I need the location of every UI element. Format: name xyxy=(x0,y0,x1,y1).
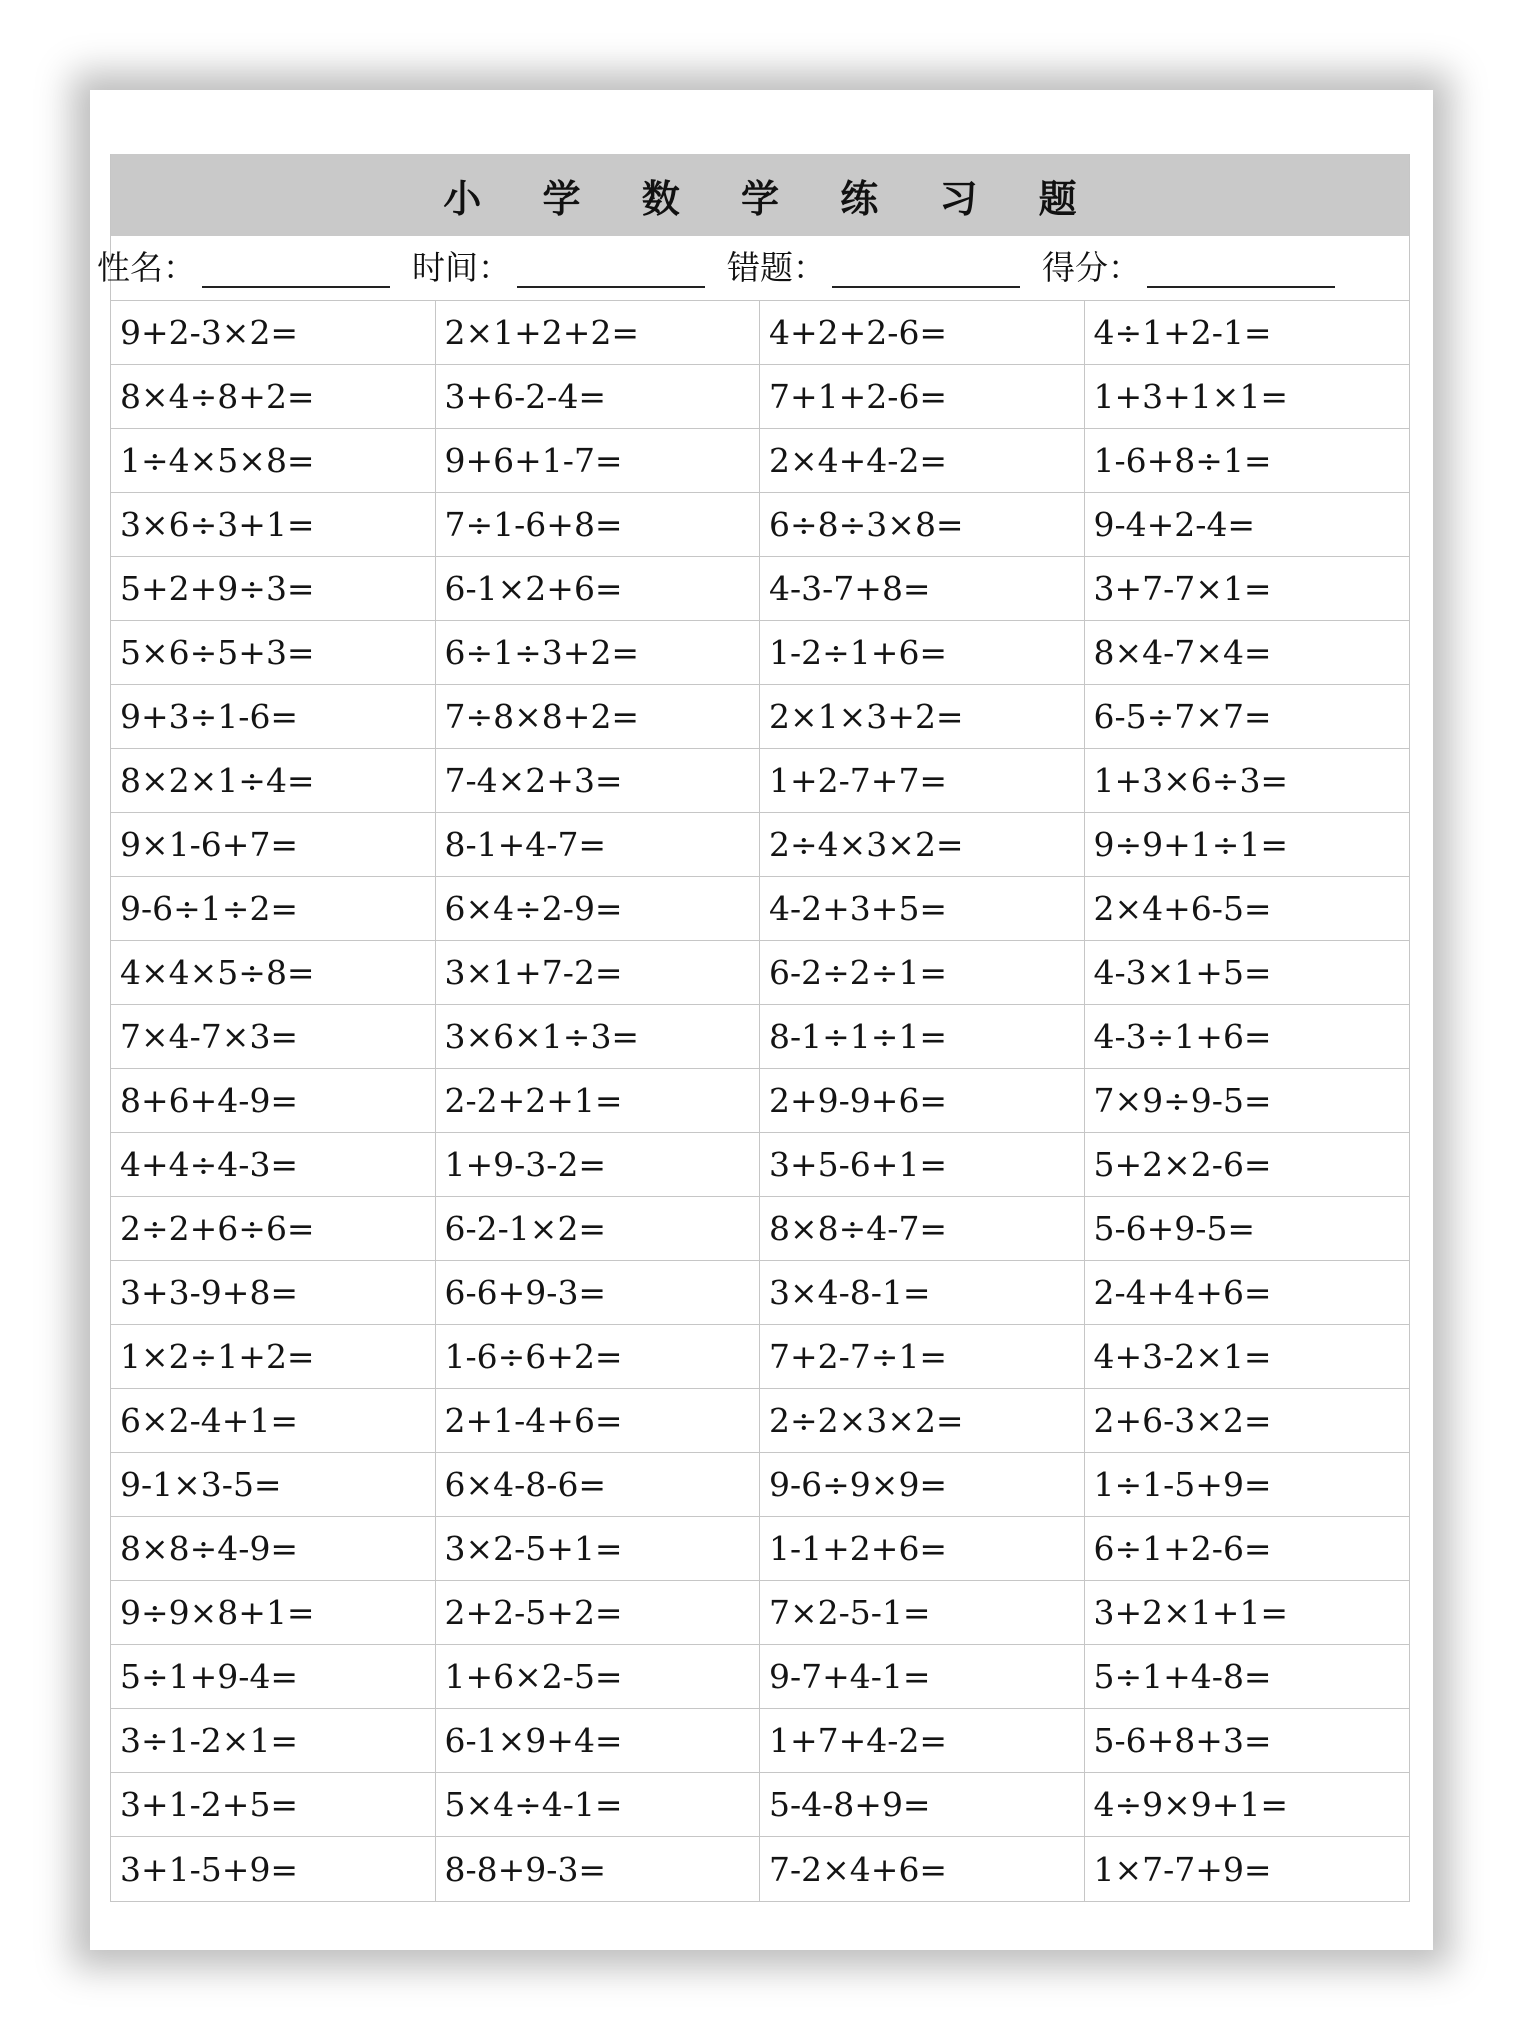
problem-cell: 8+6+4-9= xyxy=(111,1069,436,1133)
problem-cell: 3×2-5+1= xyxy=(436,1517,761,1581)
problem-cell: 8-1+4-7= xyxy=(436,813,761,877)
problem-cell: 4-2+3+5= xyxy=(760,877,1085,941)
problem-cell: 1×7-7+9= xyxy=(1093,1849,1272,1889)
info-label-wrong: 错题： xyxy=(727,248,826,287)
problem-cell: 2×1×3+2= xyxy=(760,685,1085,749)
problem-cell: 9+2-3×2= xyxy=(111,301,436,365)
problem-cell: 9÷9+1÷1= xyxy=(1085,813,1410,877)
problem-cell: 4-3÷1+6= xyxy=(1085,1005,1410,1069)
problem-cell: 4+2+2-6= xyxy=(760,301,1085,365)
problem-cell: 3×6×1÷3= xyxy=(436,1005,761,1069)
problem-cell: 6×4-8-6= xyxy=(436,1453,761,1517)
problem-cell: 7×9÷9-5= xyxy=(1085,1069,1410,1133)
info-label-score: 得分： xyxy=(1042,248,1141,287)
problem-cell: 1+6×2-5= xyxy=(436,1645,761,1709)
worksheet-title: 小 学 数 学 练 习 题 xyxy=(443,176,1101,221)
problem-cell: 1+2-7+7= xyxy=(760,749,1085,813)
problem-cell: 1+9-3-2= xyxy=(436,1133,761,1197)
problem-cell: 3×1+7-2= xyxy=(436,941,761,1005)
info-label-name: 性名： xyxy=(97,248,196,287)
problem-cell: 7×4-7×3= xyxy=(111,1005,436,1069)
problem-cell: 7÷1-6+8= xyxy=(436,493,761,557)
problem-cell: 3+1-2+5= xyxy=(111,1773,436,1837)
problem-cell: 3+2×1+1= xyxy=(1085,1581,1410,1645)
problem-cell: 9-1×3-5= xyxy=(111,1453,436,1517)
problem-cell: 2×4+4-2= xyxy=(760,429,1085,493)
problem-cell: 7-4×2+3= xyxy=(436,749,761,813)
problem-cell: 1÷4×5×8= xyxy=(111,429,436,493)
problem-cell: 5÷1+9-4= xyxy=(111,1645,436,1709)
problem-cell: 1-6÷6+2= xyxy=(436,1325,761,1389)
problem-cell: 4-3-7+8= xyxy=(760,557,1085,621)
problem-cell: 3×4-8-1= xyxy=(760,1261,1085,1325)
problem-cell: 4+4÷4-3= xyxy=(111,1133,436,1197)
problem-cell: 1-6+8÷1= xyxy=(1085,429,1410,493)
problem-cell: 6-5÷7×7= xyxy=(1085,685,1410,749)
problem-cell: 7×2-5-1= xyxy=(760,1581,1085,1645)
info-field-time xyxy=(412,248,705,288)
problem-cell: 7+1+2-6= xyxy=(760,365,1085,429)
problem-cell: 1-1+2+6= xyxy=(760,1517,1085,1581)
problem-cell: 5×4÷4-1= xyxy=(436,1773,761,1837)
problem-cell: 2÷2×3×2= xyxy=(760,1389,1085,1453)
problem-cell: 4÷9×9+1= xyxy=(1085,1773,1410,1837)
problem-cell: 3+6-2-4= xyxy=(436,365,761,429)
info-field-score xyxy=(1042,248,1335,288)
problem-cell: 1÷1-5+9= xyxy=(1085,1453,1410,1517)
problem-cell: 1+3+1×1= xyxy=(1085,365,1410,429)
problem-cell: 9×1-6+7= xyxy=(111,813,436,877)
info-blank-score[interactable] xyxy=(1147,256,1335,288)
problem-cell: 8×8÷4-7= xyxy=(760,1197,1085,1261)
problem-cell: 9-6÷1÷2= xyxy=(111,877,436,941)
problem-cell: 6÷1+2-6= xyxy=(1085,1517,1410,1581)
problem-cell: 2-2+2+1= xyxy=(436,1069,761,1133)
problem-cell: 1+7+4-2= xyxy=(760,1709,1085,1773)
problem-cell: 2÷4×3×2= xyxy=(760,813,1085,877)
problem-cell: 3×6÷3+1= xyxy=(111,493,436,557)
problem-cell: 2÷2+6÷6= xyxy=(111,1197,436,1261)
problem-cell: 8×2×1÷4= xyxy=(111,749,436,813)
problem-cell: 5-4-8+9= xyxy=(760,1773,1085,1837)
problem-cell: 1-2÷1+6= xyxy=(760,621,1085,685)
info-blank-time[interactable] xyxy=(517,256,705,288)
problem-cell: 3+1-5+9= xyxy=(111,1837,436,1901)
problem-cell: 2+2-5+2= xyxy=(436,1581,761,1645)
problem-cell: 6-2-1×2= xyxy=(436,1197,761,1261)
problem-cell: 4÷1+2-1= xyxy=(1085,301,1410,365)
problem-cell: 9-7+4-1= xyxy=(760,1645,1085,1709)
problem-cell: 2+1-4+6= xyxy=(436,1389,761,1453)
problem-cell: 2×1+2+2= xyxy=(436,301,761,365)
info-field-wrong xyxy=(727,248,1020,288)
problem-cell: 5+2×2-6= xyxy=(1085,1133,1410,1197)
problem-grid xyxy=(111,301,1409,1901)
problem-cell: 8×4÷8+2= xyxy=(111,365,436,429)
problem-cell: 9-4+2-4= xyxy=(1085,493,1410,557)
title-bar xyxy=(111,154,1409,236)
problem-cell: 7+2-7÷1= xyxy=(760,1325,1085,1389)
problem-cell: 6-6+9-3= xyxy=(436,1261,761,1325)
problem-cell: 1×2÷1+2= xyxy=(111,1325,436,1389)
info-blank-wrong[interactable] xyxy=(832,256,1020,288)
problem-cell: 8×8÷4-9= xyxy=(111,1517,436,1581)
problem-cell: 4-3×1+5= xyxy=(1085,941,1410,1005)
problem-cell: 6-1×9+4= xyxy=(436,1709,761,1773)
problem-cell: 6×2-4+1= xyxy=(111,1389,436,1453)
worksheet-paper xyxy=(90,90,1433,1950)
problem-cell: 1+3×6÷3= xyxy=(1085,749,1410,813)
problem-cell: 5×6÷5+3= xyxy=(111,621,436,685)
problem-cell: 6-2÷2÷1= xyxy=(760,941,1085,1005)
problem-cell: 3+7-7×1= xyxy=(1085,557,1410,621)
problem-cell: 9÷9×8+1= xyxy=(111,1581,436,1645)
problem-cell: 2-4+4+6= xyxy=(1085,1261,1410,1325)
problem-cell: 9-6÷9×9= xyxy=(760,1453,1085,1517)
problem-cell: 8-8+9-3= xyxy=(436,1837,761,1901)
problem-cell: 5÷1+4-8= xyxy=(1085,1645,1410,1709)
problem-cell: 6×4÷2-9= xyxy=(436,877,761,941)
problem-cell: 2×4+6-5= xyxy=(1085,877,1410,941)
problem-cell: 8-1÷1÷1= xyxy=(760,1005,1085,1069)
problem-cell: 4+3-2×1= xyxy=(1085,1325,1410,1389)
info-blank-name[interactable] xyxy=(202,256,390,288)
problem-cell: 5-6+8+3= xyxy=(1085,1709,1410,1773)
problem-cell: 5+2+9÷3= xyxy=(111,557,436,621)
problem-cell: 8×4-7×4= xyxy=(1085,621,1410,685)
problem-cell: 3+3-9+8= xyxy=(111,1261,436,1325)
problem-cell: 9+3÷1-6= xyxy=(111,685,436,749)
problem-cell: 6-1×2+6= xyxy=(436,557,761,621)
student-info-row xyxy=(97,236,1409,301)
problem-cell: 5-6+9-5= xyxy=(1085,1197,1410,1261)
worksheet-table xyxy=(97,154,1410,1902)
problem-cell: 6÷1÷3+2= xyxy=(436,621,761,685)
info-field-name xyxy=(97,248,390,288)
problem-cell: 7÷8×8+2= xyxy=(436,685,761,749)
problem-cell: 9+6+1-7= xyxy=(436,429,761,493)
problem-cell: 3+5-6+1= xyxy=(760,1133,1085,1197)
problem-cell: 2+9-9+6= xyxy=(760,1069,1085,1133)
problem-cell: 3÷1-2×1= xyxy=(111,1709,436,1773)
problem-cell: 6÷8÷3×8= xyxy=(760,493,1085,557)
info-label-time: 时间： xyxy=(412,248,511,287)
problem-cell: 7-2×4+6= xyxy=(760,1837,1085,1901)
problem-cell: 2+6-3×2= xyxy=(1085,1389,1410,1453)
problem-cell: 4×4×5÷8= xyxy=(111,941,436,1005)
